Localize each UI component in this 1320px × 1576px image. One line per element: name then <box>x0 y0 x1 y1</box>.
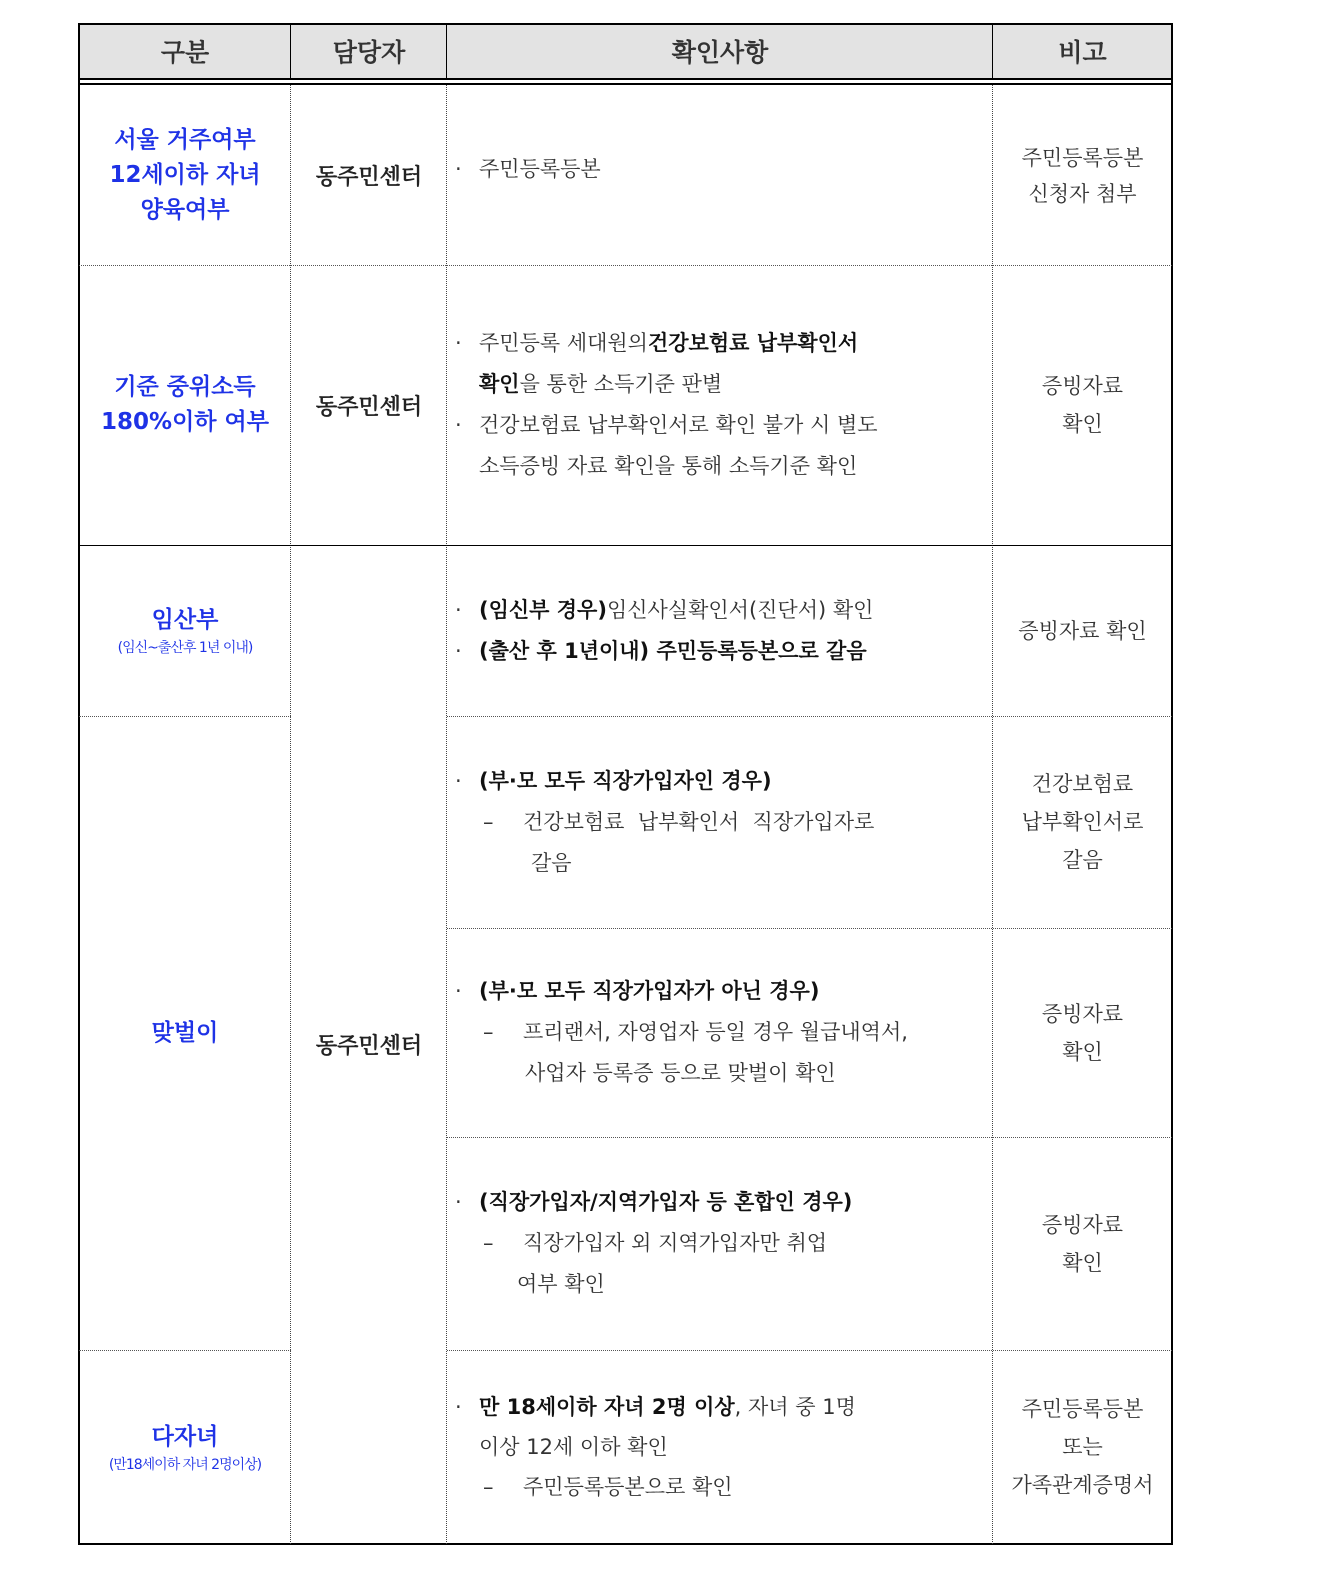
row4b-check: · (부·모 모두 직장가입자가 아닌 경우) – 프리랜서, 자영업자 등일 경우 월급내역서, 사업자 등록증 등으로 맞벌이 확인 <box>455 979 908 1085</box>
row1-category: 서울 거주여부 12세이하 자녀 양육여부 <box>109 127 261 223</box>
row3-category: 임산부 (임신~출산후 1년 이내) <box>117 607 253 656</box>
row4-category: 맞벌이 <box>151 1019 219 1046</box>
table-border-bottom <box>78 1543 1173 1545</box>
row-sep-3b <box>447 716 1172 717</box>
row4a-note: 건강보험료 납부확인서로 갈음 <box>1021 772 1144 872</box>
row-sep-4 <box>447 928 1172 929</box>
row3-check: · (임신부 경우) 임신사실확인서(진단서) 확인 · (출산 후 1년이내) 주민등록등본으로 갈음 <box>455 597 874 663</box>
col-sep-3 <box>992 85 993 1544</box>
table-border-top <box>78 23 1173 25</box>
row2-check: · 주민등록 세대원의 건강보험료 납부확인서 확인 을 통한 소득기준 판별 · 건강보험료 납부확인서로 확인 불가 시 별도 소득증빙 자료 확인을 통해 소득기준 확인 <box>455 331 878 478</box>
row-sep-6a <box>79 1350 291 1351</box>
header-category: 구분 <box>160 38 210 67</box>
row5-category: 다자녀 (만18세이하 자녀 2명이상) <box>108 1423 262 1473</box>
header-cell-responsible <box>291 24 447 78</box>
row4a-check: · (부·모 모두 직장가입자인 경우) – 건강보험료 납부확인서 직장가입자로 갈음 <box>455 768 875 875</box>
row1-note: 주민등록등본 신청자 첨부 <box>1021 145 1144 206</box>
row4b-note: 증빙자료 확인 <box>1041 1001 1124 1064</box>
row1-check: · 주민등록등본 <box>455 157 601 181</box>
row-sep-6b <box>447 1350 1172 1351</box>
header-note: 비고 <box>1058 38 1107 67</box>
header-responsible: 담당자 <box>332 38 406 67</box>
header-rule-2 <box>78 83 1173 85</box>
row-sep-1 <box>79 265 1172 266</box>
row5-check: · 만 18세이하 자녀 2명 이상 , 자녀 중 1명 이상 12세 이하 확인 – 주민등록등본으로 확인 <box>455 1395 856 1499</box>
header-sep-2 <box>446 23 447 80</box>
row2-category: 기준 중위소득 180%이하 여부 <box>101 374 269 435</box>
row1-responsible: 동주민센터 <box>315 165 423 190</box>
header-cell-note <box>993 24 1172 78</box>
header-rule-1 <box>78 78 1173 80</box>
row4c-check: · (직장가입자/지역가입자 등 혼합인 경우) – 직장가입자 외 지역가입자만 취업 여부 확인 <box>455 1190 853 1296</box>
table-border-right <box>1171 23 1173 1545</box>
rows3-5-responsible: 동주민센터 <box>315 1034 423 1059</box>
row-sep-2 <box>79 545 1172 546</box>
row-sep-5 <box>447 1137 1172 1138</box>
header-cell-check <box>447 24 993 78</box>
header-sep-3 <box>992 23 993 80</box>
header-sep-1 <box>290 23 291 80</box>
header-cell-category <box>79 24 291 78</box>
row-sep-3a <box>79 716 291 717</box>
row2-responsible: 동주민센터 <box>315 394 423 420</box>
row2-note: 증빙자료 확인 <box>1041 374 1124 436</box>
row4c-note: 증빙자료 확인 <box>1041 1212 1124 1275</box>
row3-note: 증빙자료 확인 <box>1018 618 1147 643</box>
col-sep-2 <box>446 85 447 1544</box>
header-check: 확인사항 <box>671 38 769 67</box>
row5-note: 주민등록등본 또는 가족관계증명서 <box>1011 1397 1154 1497</box>
table-border-left <box>78 23 80 1545</box>
col-sep-1 <box>290 85 291 1544</box>
